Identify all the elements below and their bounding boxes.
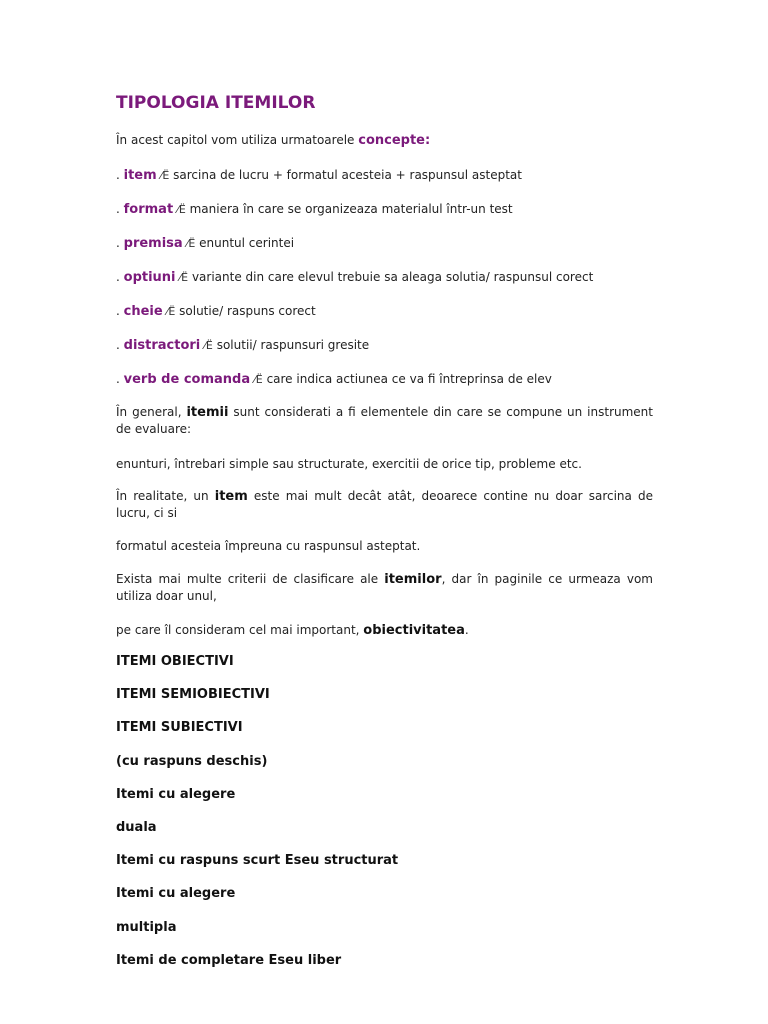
arrow-symbol: ⁄Ë xyxy=(204,339,213,352)
heading-line: multipla xyxy=(116,920,177,935)
definition-text: maniera în care se organizeaza materialul într-un test xyxy=(185,202,513,216)
paragraph-criteria: Exista mai multe criterii de clasificare ale itemilor, dar în paginile ce urmeaza vom utiliza doar unul, xyxy=(116,572,653,603)
paragraph-examples: enunturi, întrebari simple sau structurate, exercitii de orice tip, probleme etc. xyxy=(116,457,582,471)
heading-line: Itemi cu alegere xyxy=(116,886,236,901)
definition-item: . cheie ⁄Ë solutie/ raspuns corect xyxy=(116,304,316,319)
heading-line: ITEMI OBIECTIVI xyxy=(116,654,234,669)
definition-term: format xyxy=(123,202,174,217)
definition-text: care indica actiunea ce va fi întreprinsa de elev xyxy=(262,372,552,386)
definition-item: . verb de comanda ⁄Ë care indica actiunea ce va fi întreprinsa de elev xyxy=(116,372,552,387)
definition-item: . optiuni ⁄Ë variante din care elevul trebuie sa aleaga solutia/ raspunsul corect xyxy=(116,270,594,285)
paragraph-format: formatul acesteia împreuna cu raspunsul asteptat. xyxy=(116,539,421,553)
definition-term: verb de comanda xyxy=(123,372,251,387)
heading-line: Itemi cu raspuns scurt Eseu structurat xyxy=(116,853,399,868)
definition-item: . item ⁄Ë sarcina de lucru + formatul acesteia + raspunsul asteptat xyxy=(116,168,522,183)
heading-line: ITEMI SEMIOBIECTIVI xyxy=(116,687,270,702)
heading-line: duala xyxy=(116,820,157,835)
intro-text: În acest capitol vom utiliza urmatoarele xyxy=(116,133,359,147)
definition-item: . premisa ⁄Ë enuntul cerintei xyxy=(116,236,295,251)
definition-item: . distractori ⁄Ë solutii/ raspunsuri gresite xyxy=(116,338,370,353)
definition-term: distractori xyxy=(123,338,201,353)
arrow-symbol: ⁄Ë xyxy=(253,373,263,386)
paragraph-objectivity: pe care îl consideram cel mai important, obiectivitatea. xyxy=(116,623,469,638)
heading-line: (cu raspuns deschis) xyxy=(116,754,268,769)
definition-text: sarcina de lucru + formatul acesteia + raspunsul asteptat xyxy=(169,168,522,182)
definition-text: enuntul cerintei xyxy=(195,236,295,250)
definition-term: item xyxy=(123,168,157,183)
definition-term: premisa xyxy=(123,236,183,251)
definition-text: solutie/ raspuns corect xyxy=(175,304,316,318)
arrow-symbol: ⁄Ë xyxy=(186,237,196,250)
paragraph-general: În general, itemii sunt considerati a fi elementele din care se compune un instrument de evaluare: xyxy=(116,405,653,436)
intro-term: concepte: xyxy=(358,133,431,148)
definition-text: variante din care elevul trebuie sa aleaga solutia/ raspunsul corect xyxy=(188,270,594,284)
arrow-symbol: ⁄Ë xyxy=(166,305,176,318)
page-title: TIPOLOGIA ITEMILOR xyxy=(116,93,316,113)
paragraph-reality: În realitate, un item este mai mult decât atât, deoarece contine nu doar sarcina de lucru, ci si xyxy=(116,489,654,520)
arrow-symbol: ⁄Ë xyxy=(160,169,170,182)
definition-term: optiuni xyxy=(123,270,176,285)
arrow-symbol: ⁄Ë xyxy=(179,271,189,284)
intro-line xyxy=(116,132,430,149)
heading-line: Itemi de completare Eseu liber xyxy=(116,953,342,968)
definition-item: . format ⁄Ë maniera în care se organizeaza materialul într-un test xyxy=(116,202,513,217)
definition-text: solutii/ raspunsuri gresite xyxy=(212,338,370,352)
heading-line: Itemi cu alegere xyxy=(116,787,236,802)
heading-line: ITEMI SUBIECTIVI xyxy=(116,720,243,735)
arrow-symbol: ⁄Ë xyxy=(177,203,186,216)
definition-term: cheie xyxy=(123,304,163,319)
